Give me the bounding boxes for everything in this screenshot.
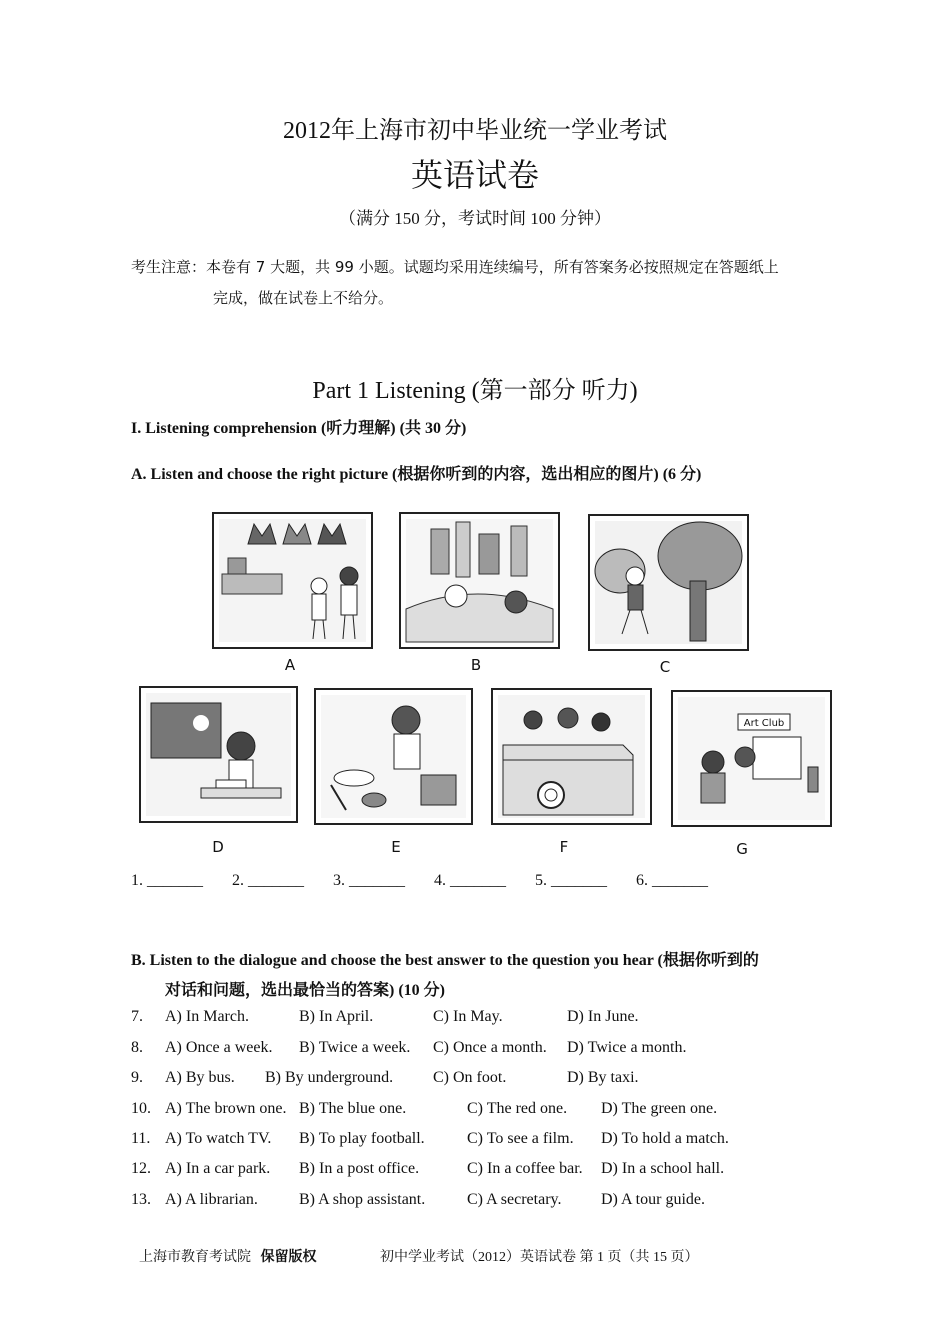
section-heading-b-cont: 对话和问题，选出最恰当的答案) (10 分) — [165, 982, 445, 999]
girl-painting-illustration — [316, 690, 471, 823]
option-c[interactable]: C) In a coffee bar. — [467, 1160, 583, 1177]
answer-blank-4[interactable]: 4. _______ — [434, 872, 506, 889]
picture-label-d: D — [212, 838, 224, 856]
picture-label-e: E — [391, 838, 401, 856]
answer-blank-5[interactable]: 5. _______ — [535, 872, 607, 889]
picture-label-g: G — [736, 840, 748, 858]
question-number: 10. — [131, 1100, 151, 1117]
option-c[interactable]: C) The red one. — [467, 1100, 568, 1117]
picture-label-f: F — [559, 838, 569, 856]
option-b[interactable]: B) To play football. — [299, 1130, 425, 1147]
option-c[interactable]: C) A secretary. — [467, 1191, 562, 1208]
option-b[interactable]: B) A shop assistant. — [299, 1191, 426, 1208]
answer-blank-2[interactable]: 2. _______ — [232, 872, 304, 889]
question-number: 7. — [131, 1008, 143, 1025]
notice-line-1: 考生注意：本卷有 7 大题，共 99 小题。试题均采用连续编号，所有答案务必按照规定在答题纸上 — [131, 258, 779, 276]
footer-rights: 保留版权 — [260, 1250, 317, 1265]
girl-reading-illustration — [141, 688, 296, 821]
picture-label-b: B — [470, 656, 482, 674]
tree-climbing-illustration — [590, 516, 747, 649]
picture-label-a: A — [284, 656, 296, 674]
answer-blank-3[interactable]: 3. _______ — [333, 872, 405, 889]
question-number: 11. — [131, 1130, 151, 1147]
option-b[interactable]: B) By underground. — [265, 1069, 394, 1086]
option-d[interactable]: D) In a school hall. — [601, 1160, 725, 1177]
picture-label-c: C — [659, 658, 671, 676]
option-a[interactable]: A) In a car park. — [165, 1160, 271, 1177]
section-heading-listening: I. Listening comprehension (听力理解) (共 30 分) — [131, 420, 467, 437]
question-number: 13. — [131, 1191, 151, 1208]
picture-d — [139, 686, 298, 823]
option-a[interactable]: A) To watch TV. — [165, 1130, 272, 1147]
question-number: 8. — [131, 1039, 143, 1056]
option-b[interactable]: B) In a post office. — [299, 1160, 420, 1177]
answer-blanks — [131, 872, 733, 890]
option-d[interactable]: D) In June. — [567, 1008, 639, 1025]
option-c[interactable]: C) On foot. — [433, 1069, 507, 1086]
exam-title: 2012年上海市初中毕业统一学业考试 — [283, 118, 667, 144]
option-a[interactable]: A) Once a week. — [165, 1039, 273, 1056]
option-d[interactable]: D) The green one. — [601, 1100, 718, 1117]
answer-blank-1[interactable]: 1. _______ — [131, 872, 203, 889]
question-number: 12. — [131, 1160, 151, 1177]
option-b[interactable]: B) The blue one. — [299, 1100, 407, 1117]
boat-trip-illustration — [493, 690, 650, 823]
art-club-sign-text: Art Club — [743, 718, 785, 729]
footer-copyright — [139, 1246, 317, 1266]
section-heading-b: B. Listen to the dialogue and choose the best answer to the question you hear (根据你听到的 — [131, 952, 759, 969]
section-heading-a: A. Listen and choose the right picture (根据你听到的内容，选出相应的图片) (6 分) — [131, 466, 702, 483]
option-c[interactable]: C) In May. — [433, 1008, 503, 1025]
option-d[interactable]: D) Twice a month. — [567, 1039, 687, 1056]
city-view-illustration — [401, 514, 558, 647]
option-d[interactable]: D) To hold a match. — [601, 1130, 729, 1147]
option-a[interactable]: A) A librarian. — [165, 1191, 258, 1208]
answer-blank-6[interactable]: 6. _______ — [636, 872, 708, 889]
picture-a — [212, 512, 373, 649]
picture-c — [588, 514, 749, 651]
exam-info: （满分 150 分，考试时间 100 分钟） — [339, 209, 611, 228]
clothes-shop-illustration — [214, 514, 371, 647]
footer-page-info: 初中学业考试（2012）英语试卷 第 1 页（共 15 页） — [380, 1250, 699, 1265]
option-d[interactable]: D) A tour guide. — [601, 1191, 705, 1208]
option-a[interactable]: A) In March. — [165, 1008, 249, 1025]
part-title: Part 1 Listening (第一部分 听力) — [312, 378, 638, 404]
picture-b — [399, 512, 560, 649]
option-b[interactable]: B) Twice a week. — [299, 1039, 411, 1056]
option-c[interactable]: C) Once a month. — [433, 1039, 547, 1056]
picture-f — [491, 688, 652, 825]
option-a[interactable]: A) By bus. — [165, 1069, 235, 1086]
art-club-illustration — [673, 692, 830, 825]
option-a[interactable]: A) The brown one. — [165, 1100, 287, 1117]
picture-g — [671, 690, 832, 827]
option-b[interactable]: B) In April. — [299, 1008, 374, 1025]
footer-publisher: 上海市教育考试院 — [139, 1250, 251, 1265]
notice-line-2: 完成，做在试卷上不给分。 — [213, 289, 394, 307]
option-d[interactable]: D) By taxi. — [567, 1069, 639, 1086]
picture-e — [314, 688, 473, 825]
option-c[interactable]: C) To see a film. — [467, 1130, 574, 1147]
exam-subtitle: 英语试卷 — [410, 156, 539, 194]
question-number: 9. — [131, 1069, 143, 1086]
